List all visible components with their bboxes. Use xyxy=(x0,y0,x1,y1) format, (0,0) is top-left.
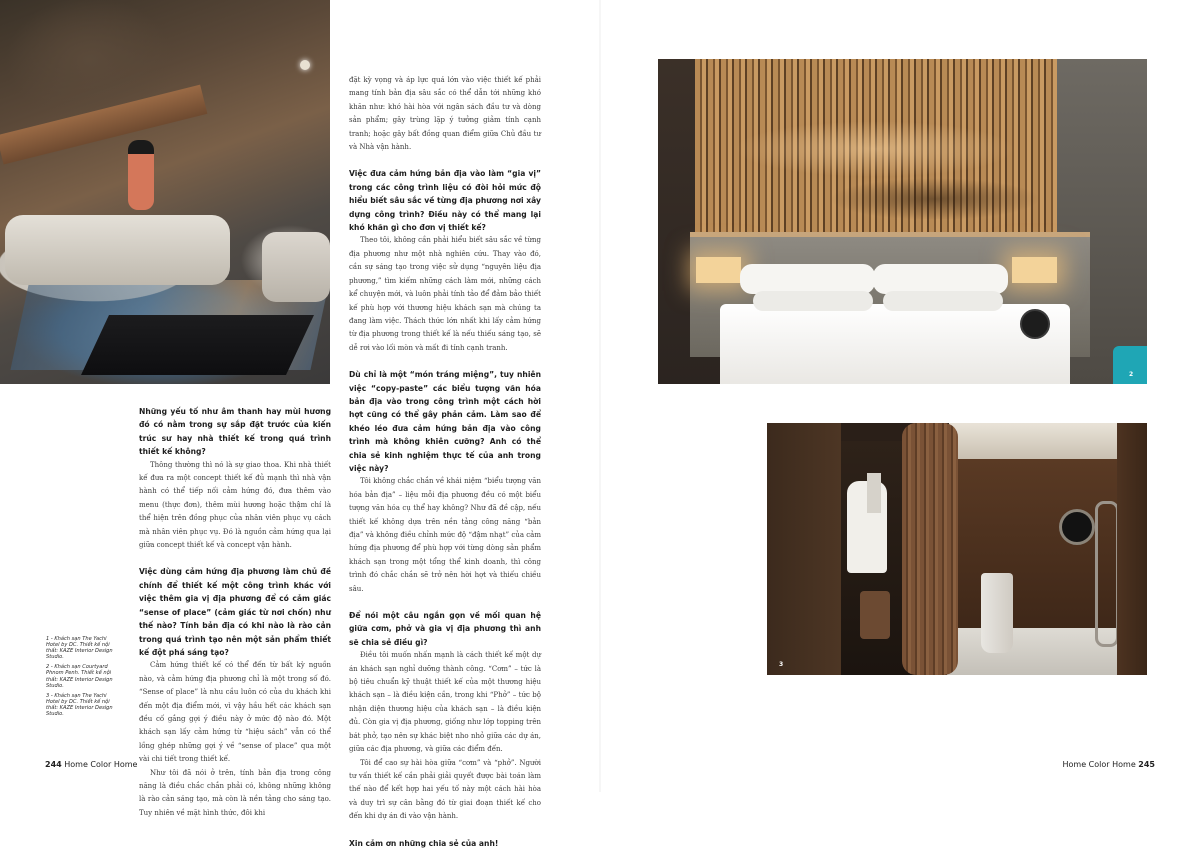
door-handle-shape xyxy=(1095,501,1119,647)
page-number-left: 244 xyxy=(45,760,62,769)
caption-2: 2 - Khách sạn Courtyard Phnom Penh. Thiết kế nội thất: KAZE Interior Design Studio. xyxy=(46,664,113,689)
answer-paragraph: Tôi không chắc chắn về khái niệm “biểu tượng văn hóa bản địa” – liệu mỗi địa phương đều có một biểu tượng văn hóa cụ thể hay không? Như đã đề cập, nếu thiết kế không dựa trên nền tảng công năng “bản địa” và không điều chỉnh mức độ “đậm nhạt” của cảm hứng địa phương để phù hợp với từng dòng sản phẩm khách sạn trong một tổng thể kinh doanh, thì công trình đó chắc chắn sẽ trở nên hời hợt và thiếu chiều sâu. xyxy=(349,477,541,593)
photo-number: 3 xyxy=(779,661,784,668)
folio-right xyxy=(1063,760,1155,769)
article-column-2 xyxy=(349,74,541,850)
answer-paragraph: đặt kỳ vọng và áp lực quá lớn vào việc thiết kế phải mang tính bản địa sâu sắc có thể dẫn tới những khó khăn như: khó hài hòa với ngân sách đầu tư và dòng sản phẩm; gây trùng lặp ý tưởng giảm tính cạnh tranh; hoặc gây bất đồng quan điểm giữa Chủ đầu tư và Nhà vận hành. xyxy=(349,76,541,152)
round-mirror-shape xyxy=(1059,509,1095,545)
dining-table-shape xyxy=(0,85,207,165)
magazine-title-left: Home Color Home xyxy=(64,760,138,769)
magazine-title-right: Home Color Home xyxy=(1062,760,1136,769)
clock-shape xyxy=(1020,309,1050,339)
sofa-shape xyxy=(5,215,230,285)
answer-paragraph: Tôi để cao sự hài hòa giữa “cơm” và “phở”. Người tư vấn thiết kế cần phải giải quyết được bài toán làm thế nào để kết hợp hai yếu tố này một cách hài hòa và duy trì sự cân bằng đó từ giai đoạn thiết kế cho đến khi dự án đi vào vận hành. xyxy=(349,758,541,821)
basin-shape xyxy=(981,573,1013,653)
drawer-shape xyxy=(860,591,890,639)
answer-paragraph: Theo tôi, không cần phải hiểu biết sâu sắc về từng địa phương như một nhà nghiên cứu. Thay vào đó, cần sự sáng tạo trong việc sử dụng “nguyên liệu địa phương,” tìm kiếm những cách làm mới, những cách kể chuyện mới, và luôn phải tính tảo để đảm bảo thiết kế phù hợp với thương hiệu khách sạn mà chúng ta đang làm việc. Thách thức lớn nhất khi lấy cảm hứng từ địa phương trong thiết kế là nếu thiếu sáng tạo, sẽ dễ rơi vào lối mòn và mất đi tính cạnh tranh. xyxy=(349,236,541,352)
page-number-right: 245 xyxy=(1138,760,1155,769)
floor-lamp-shape xyxy=(300,60,310,70)
answer-paragraph: Điều tôi muốn nhấn mạnh là cách thiết kế một dự án khách sạn nghỉ dưỡng thành công. “Cơm” – tức là bộ tiêu chuẩn kỹ thuật thiết kế của một thương hiệu khách sạn – là điều kiện cần, trong khi “Phở” – tức bộ nhận diện thương hiệu của khách sạn – là điều kiện đủ. Còn gia vị địa phương, giống như lớp topping trên bát phở, tạo nên sự khác biệt nho nhỏ giữa các dự án, giữa các địa phương, và giữa các điểm đến. xyxy=(349,651,541,754)
bedside-lamp-left xyxy=(696,257,741,283)
article-column-1 xyxy=(139,405,331,820)
answer-paragraph: Cảm hứng thiết kế có thể đến từ bất kỳ nguồn nào, và cảm hứng địa phương chỉ là một trong số đó. “Sense of place” là nhu cầu luôn có của du khách khi đến một địa điểm mới, vì vậy hầu hết các khách sạn đều cố gắng gợi ý điều này ở mức độ nào đó. Một khách sạn lấy cảm hứng từ “hiệu sách” vẫn có thể lồng ghép những gợi ý về “sense of place” qua một vài chi tiết trong thiết kế. xyxy=(139,661,331,764)
caption-3: 3 - Khách sạn The Yachi Hotel by DC. Thiết kế nội thất: KAZE Interior Design Studio. xyxy=(46,692,113,718)
bedroom-photo xyxy=(658,59,1147,384)
question-heading: Việc đưa cảm hứng bản địa vào làm “gia vị” trong các công trình liệu có đòi hỏi mức độ hiểu biết sâu sắc về từng địa phương nơi xây dựng công trình? Điều này có thể mang lại khó khăn gì cho đơn vị thiết kế? xyxy=(349,169,541,233)
question-heading: Những yếu tố như âm thanh hay mùi hương đó có nằm trong sự sắp đặt trước của kiến trúc sư hay nhà thiết kế trong quá trình thiết kế không? xyxy=(139,407,331,457)
caption-1: 1 - Khách sạn The Yachi Hotel by DC. Thiết kế nội thất: KAZE Interior Design Studio. xyxy=(46,636,113,661)
person-shape xyxy=(128,140,154,210)
pillow-shape xyxy=(883,291,1003,311)
closing-line: Xin cảm ơn những chia sẻ của anh! xyxy=(349,838,499,848)
door-shape xyxy=(1117,423,1147,675)
folio-left xyxy=(45,760,137,769)
hanger-shape xyxy=(867,473,881,513)
pillow-shape xyxy=(740,264,875,294)
bathroom-closet-photo xyxy=(767,423,1147,675)
lobby-photo xyxy=(0,0,330,384)
teal-chair-shape xyxy=(1113,346,1147,384)
bedside-lamp-right xyxy=(1012,257,1057,283)
curved-pillar-shape xyxy=(902,423,958,675)
photo-captions xyxy=(46,636,118,721)
pillow-shape xyxy=(753,291,873,311)
armchair-shape xyxy=(262,232,330,302)
wave-pattern-shape xyxy=(695,89,1057,219)
bed-shape xyxy=(720,304,1070,384)
closet-panel-shape xyxy=(767,423,841,675)
answer-paragraph: Thông thường thì nó là sự giao thoa. Khi nhà thiết kế đưa ra một concept thiết kế đủ mạnh thì nhà vận hành có thể tiếp nối cảm hứng đó, đưa thêm vào menu (thực đơn), thêm mùi hương hoặc thậm chí là thể hiện trên đồng phục của nhân viên phục vụ cách mà nhân viên phục vụ. Đó là nguồn cảm hứng qua lại giữa concept thiết kế và concept vận hành. xyxy=(139,460,331,550)
answer-paragraph: Như tôi đã nói ở trên, tính bản địa trong công năng là điều chắc chắn phải có, không những không là rào cản sáng tạo, mà còn là nền tảng cho sáng tạo. Tuy nhiên về mặt hình thức, đôi khi xyxy=(139,768,331,817)
coffee-table-shape xyxy=(81,315,314,375)
question-heading: Dù chỉ là một “món tráng miệng”, tuy nhiên việc “copy-paste” các biểu tượng văn hóa bản địa vào trong công trình một cách hời hợt cũng có thể gây phản cảm. Làm sao để khéo léo đưa cảm hứng bản địa vào công trình mà không khiên cưỡng? Anh có thể chia sẻ kinh nghiệm thực tế của anh trong việc này? xyxy=(349,370,541,473)
question-heading: Việc dùng cảm hứng địa phương làm chủ đề chính để thiết kế một công trình khác với việc thêm gia vị địa phương để có cảm giác “sense of place” (cảm giác từ nơi chốn) như thế nào? Tính bản địa có khi nào là rào cản trong quá trình tạo nên một sản phẩm thiết kế đột phá sáng tạo? xyxy=(139,567,331,657)
page-spine xyxy=(599,0,601,792)
pillow-shape xyxy=(873,264,1008,294)
photo-number: 2 xyxy=(1129,371,1134,378)
question-heading: Để nói một câu ngắn gọn về mối quan hệ giữa cơm, phở và gia vị địa phương thì anh sẽ chia sẻ điều gì? xyxy=(349,611,541,647)
